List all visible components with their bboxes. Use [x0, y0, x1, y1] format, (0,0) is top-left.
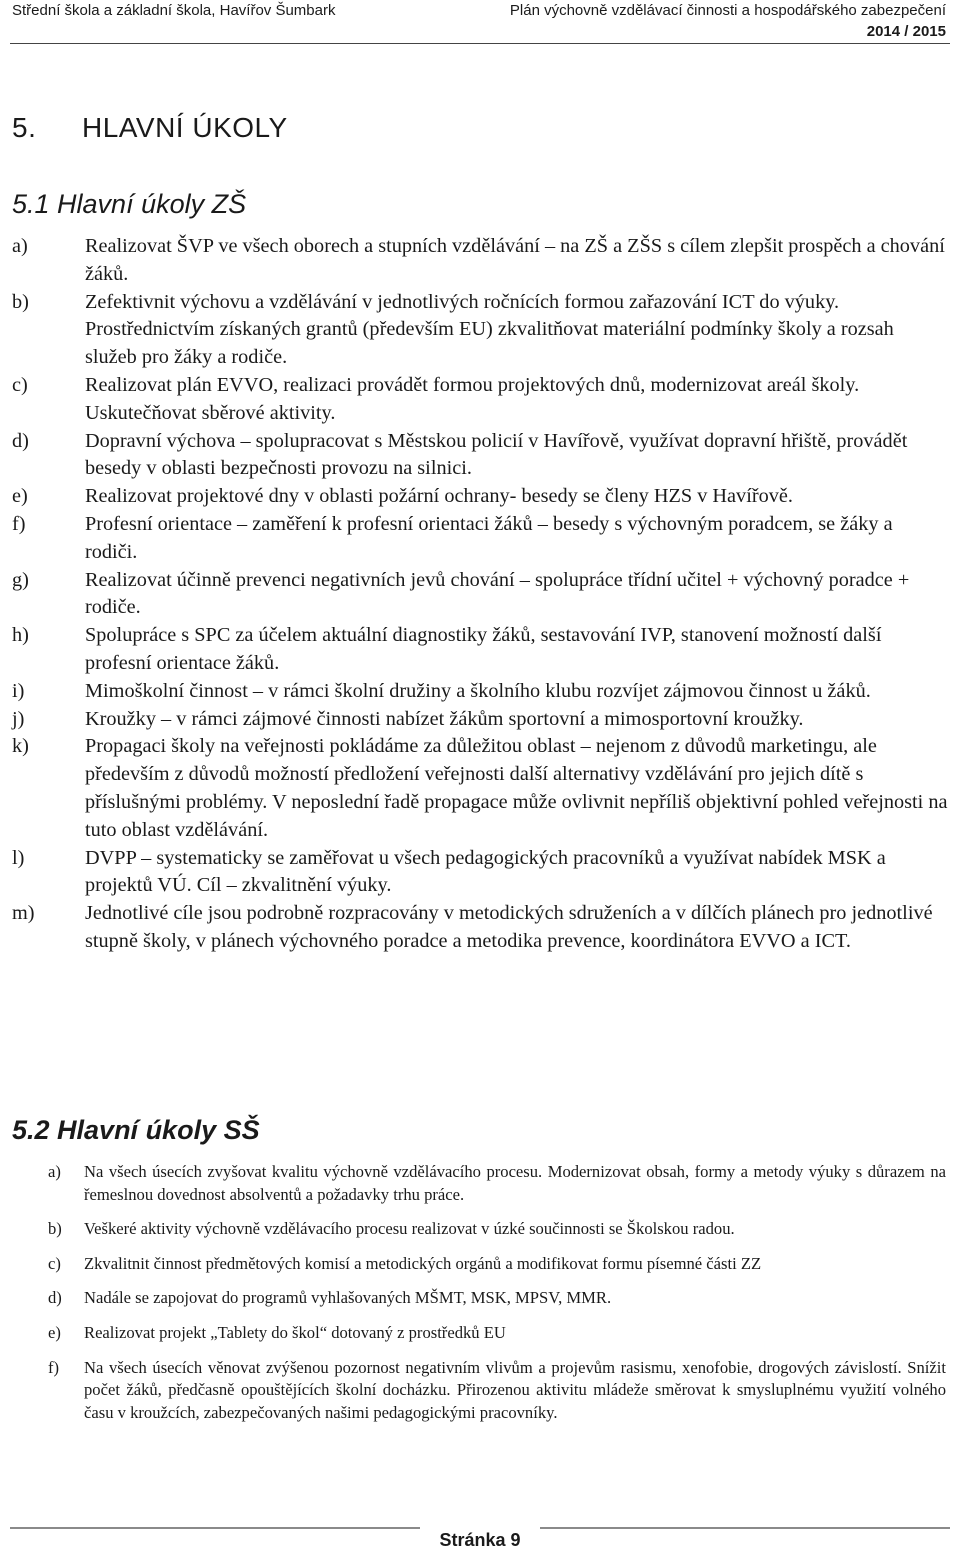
list-item-text: Zkvalitnit činnost předmětových komisí a metodických orgánů a modifikovat formu písemné části ZZ [84, 1253, 762, 1273]
list-marker: e) [48, 1322, 61, 1342]
list-item-text: Realizovat projekt „Tablety do škol“ dotovaný z prostředků EU [84, 1322, 506, 1342]
list-item-text: Realizovat projektové dny v oblasti požární ochrany- besedy se členy HZS v Havířově. [85, 485, 793, 508]
list-marker: c) [12, 373, 28, 396]
list-item [48, 1287, 946, 1310]
list-marker: d) [48, 1288, 62, 1308]
list-item [12, 622, 948, 678]
ss-task-list [48, 1161, 946, 1436]
list-item [12, 900, 948, 956]
list-marker: d) [12, 429, 29, 452]
zs-task-list [12, 233, 948, 956]
header-divider [10, 43, 950, 44]
list-item-text: Dopravní výchova – spolupracovat s Městskou policií v Havířově, využívat dopravní hřiště, provádět besedy v oblasti bezpečnosti provozu na silnici. [85, 429, 908, 480]
list-item-text: Realizovat plán EVVO, realizaci provádět formou projektových dnů, modernizovat areál školy. Uskutečňovat sběrové aktivity. [85, 373, 860, 424]
list-item [48, 1161, 946, 1206]
chapter-title: HLAVNÍ ÚKOLY [82, 112, 288, 143]
list-marker: i) [12, 679, 25, 702]
list-item [48, 1357, 946, 1425]
list-item [12, 428, 948, 484]
list-item-text: Na všech úsecích věnovat zvýšenou pozornost negativním vlivům a projevům rasismu, xenofobie, drogových závislostí. Snížit počet žáků, předčasně opouštějících školní docházku. Přirozenou aktivitu mládeže směrovat k smysluplnému využití volného času v kroužcích, zabezpečovaných našimi pedagogickými pracovníky. [84, 1357, 946, 1422]
list-item [12, 706, 948, 734]
page-number: Stránka 9 [439, 1530, 521, 1550]
header-plan-title: Plán výchovně vzdělávací činnosti a hospodářského zabezpečení [509, 2, 946, 19]
header-school-name: Střední škola a základní škola, Havířov Šumbark [12, 2, 336, 19]
list-marker: l) [12, 846, 25, 869]
chapter-heading [12, 112, 288, 144]
list-marker: g) [12, 568, 29, 591]
list-item-text: Profesní orientace – zaměření k profesní orientaci žáků – besedy s výchovným poradcem, se žáky a rodiči. [85, 512, 893, 563]
list-item-text: Mimoškolní činnost – v rámci školní družiny a školního klubu rozvíjet zájmovou činnost u žáků. [85, 679, 871, 702]
list-item [12, 567, 948, 623]
list-item-text: Veškeré aktivity výchovně vzdělávacího procesu realizovat v úzké součinnosti se Školskou radou. [84, 1219, 735, 1239]
list-item [12, 511, 948, 567]
list-item [48, 1218, 946, 1241]
section-heading-zs: 5.1 Hlavní úkoly ZŠ [12, 189, 247, 219]
list-item [12, 233, 948, 289]
list-marker: a) [12, 235, 28, 257]
list-item-text: Propagaci školy na veřejnosti pokládáme za důležitou oblast – nejenom z důvodů marketingu, ale především z důvodů možností předložení veřejnosti další alternativy vzdělávání pro jejich dítě s příslušnými problémy. V neposlední řadě propagace může ovlivnit nepříliš objektivní pohled veřejnosti na tuto oblast vzdělávání. [85, 735, 948, 841]
list-marker: j) [12, 707, 25, 730]
list-item [12, 372, 948, 428]
list-marker: e) [12, 485, 28, 508]
footer-divider-left [10, 1527, 420, 1529]
list-item-text: Nadále se zapojovat do programů vyhlašovaných MŠMT, MSK, MPSV, MMR. [84, 1288, 612, 1308]
list-item [12, 483, 948, 511]
list-item-text: Spolupráce s SPC za účelem aktuální diagnostiky žáků, sestavování IVP, stanovení možností další profesní orientace žáků. [85, 624, 882, 674]
list-marker: k) [12, 735, 29, 758]
list-marker: b) [48, 1219, 62, 1239]
list-marker: f) [48, 1357, 60, 1377]
list-marker: m) [12, 902, 35, 925]
list-item [48, 1322, 946, 1345]
list-item-text: DVPP – systematicky se zaměřovat u všech pedagogických pracovníků a využívat nabídek MSK a projektů VÚ. Cíl – zkvalitnění výuky. [85, 846, 886, 897]
list-item [12, 733, 948, 844]
list-marker: f) [12, 512, 26, 535]
list-marker: a) [48, 1162, 61, 1181]
list-item-text: Realizovat ŠVP ve všech oborech a stupních vzdělávání – na ZŠ a ZŠS s cílem zlepšit prospěch a chování žáků. [85, 235, 945, 285]
section-heading-ss: 5.2 Hlavní úkoly SŠ [12, 1115, 260, 1145]
chapter-number: 5. [12, 112, 37, 143]
header-school-year: 2014 / 2015 [866, 23, 946, 40]
list-item-text: Zefektivnit výchovu a vzdělávání v jednotlivých ročnících formou zařazování ICT do výuky. Prostřednictvím získaných grantů (především EU) zkvalitňovat materiální podmínky školy a rozsah služeb pro žáky a rodiče. [85, 290, 894, 369]
list-item-text: Na všech úsecích zvyšovat kvalitu výchovně vzdělávacího procesu. Modernizovat obsah, formy a metody výuky s důrazem na řemeslnou dovednost absolventů a požadavky trhu práce. [84, 1162, 946, 1204]
footer-divider-right [540, 1527, 950, 1529]
list-item-text: Jednotlivé cíle jsou podrobně rozpracovány v metodických sdruženích a v dílčích plánech pro jednotlivé stupně školy, v plánech výchovného poradce a metodika prevence, koordinátora EVVO a ICT. [85, 902, 933, 952]
list-marker: c) [48, 1253, 61, 1273]
list-item [12, 845, 948, 901]
list-marker: h) [12, 624, 29, 647]
list-item-text: Kroužky – v rámci zájmové činnosti nabízet žákům sportovní a mimosportovní kroužky. [85, 707, 804, 730]
list-item-text: Realizovat účinně prevenci negativních jevů chování – spolupráce třídní učitel + výchovný poradce + rodiče. [85, 568, 910, 619]
list-item [12, 289, 948, 372]
list-item [48, 1253, 946, 1276]
list-item [12, 678, 948, 706]
list-marker: b) [12, 290, 29, 313]
